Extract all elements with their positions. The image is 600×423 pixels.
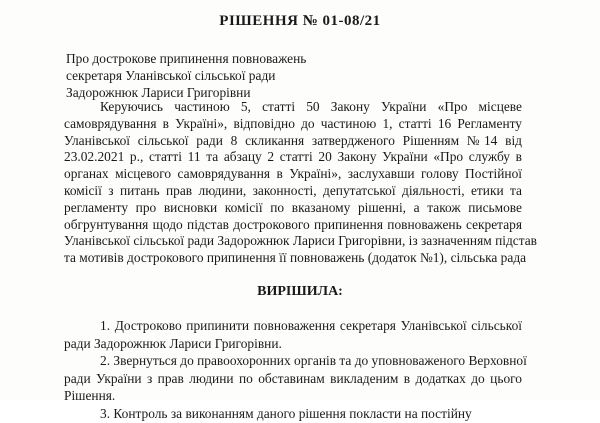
decision-line: 1. Достроково припинити повноваження секретаря Уланівської сільської (100, 318, 522, 333)
decision-title: РІШЕННЯ № 01-08/21 (219, 13, 381, 29)
decision-line: ради України з прав людини по обставинам викладеним в додатках до цього (64, 370, 522, 386)
preamble-line: Керуючись частиною 5, статті 50 Закону України «Про місцеве (100, 99, 522, 114)
decided-heading: ВИРІШИЛА: (257, 284, 343, 299)
preamble-line: регламенту про висновки комісії по вказаному рішенні, а також письмове (64, 199, 522, 215)
decision-line: Рішення. (64, 388, 116, 404)
preamble-line: 23.02.2021 р., статті 11 та абзацу 2 статті 20 Закону України «Про службу в (64, 149, 522, 165)
decision-line: 2. Звернуться до правоохоронних органів та до уповноваженого Верховної (100, 353, 527, 369)
preamble-line: Уланівської сільської ради Задорожнюк Лариси Григорівни, із зазначенням підстав (64, 233, 538, 249)
subject-line: Про дострокове припинення повноважень (66, 51, 307, 66)
decision-subject (66, 50, 306, 101)
preamble-line: та мотивів дострокового припинення її повноважень (додаток №1), сільська рада (64, 250, 527, 266)
subject-line: секретаря Уланівської сільської ради (66, 68, 276, 83)
decision-items (64, 317, 527, 423)
decision-line: 3. Контроль за виконанням даного рішення покласти на постійну (100, 405, 472, 421)
subject-line: Задорожнюк Лариси Григорівни (66, 85, 251, 100)
preamble-line: Уланівської сільської ради 8 скликання затвердженого Рішенням №14 від (64, 132, 522, 148)
preamble-line: обгрунтування щодо підстав дострокового припинення повноважень секретаря (64, 216, 522, 232)
preamble-line: самоврядування в Україні», відповідно до частиною 1, статті 16 Регламенту (64, 115, 522, 131)
preamble-line: органах місцевого самоврядування в Україні», заслухавши голову Постійної (64, 166, 522, 182)
preamble-paragraph (64, 99, 538, 267)
decision-line: ради Задорожнюк Лариси Григорівни. (64, 335, 282, 351)
preamble-line: комісії з питань прав людини, законності, депутатської діяльності, етики та (64, 182, 522, 198)
